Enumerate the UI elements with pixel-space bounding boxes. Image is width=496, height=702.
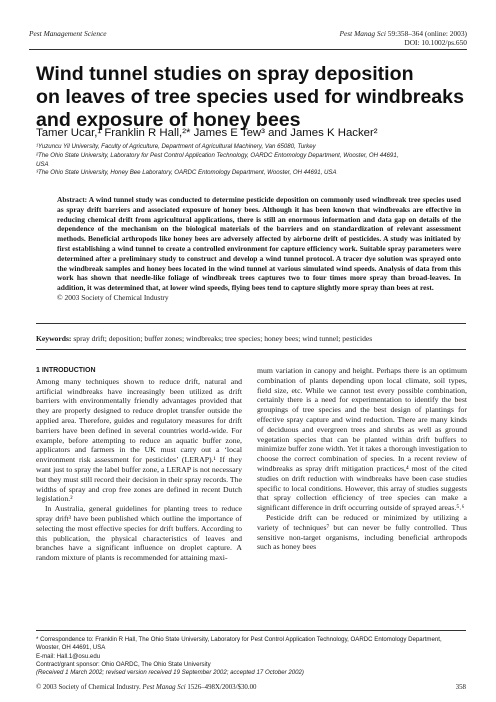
footnote-sponsor: Contract/grant sponsor: Ohio OARDC, The Ohio State University	[36, 660, 211, 668]
section-heading: 1 INTRODUCTION	[36, 367, 96, 374]
footnote-email: E-mail: Hall.1@osu.edu	[36, 652, 101, 660]
keywords-rule-bottom	[36, 349, 466, 350]
footer-journal: Pest Manag Sci	[142, 684, 186, 691]
keywords-list: spray drift; deposition; buffer zones; windbreaks; tree species; honey bees; wind tunnel; pesticides	[71, 334, 373, 343]
title-line: on leaves of tree species used for windbreaks	[36, 86, 464, 108]
paragraph: Pesticide drift can be reduced or minimized by utilizing a variety of techniques⁷ but can never be fully controlled. Thus sensitive non-target organisms, including beneficial arthropods such as honey bees	[257, 512, 467, 552]
affiliation: USA	[36, 160, 49, 168]
paragraph: In Australia, general guidelines for planting trees to reduce spray drift³ have been published which outline the importance of selecting the most effective species for drift buffers. According to this publication, the physical characteristics of leaves and branches have a significant influence on droplet capture. A random mixture of plants is recommended for attaining maxi-	[36, 504, 242, 563]
right-column	[257, 366, 467, 552]
footer-issn: 1526–498X/2003/$30.00	[185, 684, 257, 691]
journal-name: Pest Management Science	[29, 29, 107, 38]
article-title	[36, 63, 466, 132]
page-footer	[36, 684, 466, 691]
affiliation: ¹Yuzuncu Yil University, Faculty of Agriculture, Department of Agricultural Machinery, Van 65080, Turkey	[36, 143, 316, 150]
footnotes	[36, 636, 466, 677]
doi: DOI: 10.1002/ps.650	[404, 38, 467, 47]
citation-line	[340, 29, 467, 38]
paragraph: Among many techniques shown to reduce drift, natural and artificial windbreaks have increasingly been utilized as drift barriers with environmentally friendly advantages provided that they are properly designed to reduce droplet transfer outside the applied area. Therefore, guides and regulatory measures for drift barriers have been defined in several countries world-wide. For example, before attempting to reduce an aquatic buffer zone, applicators and farmers in the UK must carry out a ‘local environment risk assessment for pesticides’ (LERAP).¹ If they want just to spray the label buffer zone, a LERAP is not necessary but they must still record their decision in their spray records. The widths of spray and crop free zones are defined in recent Dutch legislation.²	[36, 376, 242, 504]
citation-volume: 59:358–364 (online: 2003)	[385, 29, 467, 38]
keywords-label: Keywords:	[36, 334, 72, 343]
keywords	[36, 334, 466, 343]
affiliation: ³The Ohio State University, Honey Bee Laboratory, OARDC Entomology Department, Wooster, OH 44691, USA	[36, 169, 337, 176]
paragraph: mum variation in canopy and height. Perhaps there is an optimum combination of plants depending upon local climate, soil types, field size, etc. While we cannot test every possible combination, certainly there is a need for experimentation to identify the best groupings of tree species and the best design of plantings for effective spray capture and wind reduction. There are many kinds of deciduous and evergreen trees and shrubs as well as ground vegetation species that can be planted within drift buffers to minimize buffer zone width. Yet it takes a thorough investigation to choose the correct combination of species. In a recent review of windbreaks as spray drift mitigation practices,⁴ most of the cited studies on drift reduction with windbreaks have been case studies specific to local conditions. However, this array of studies suggests that spray collection efficiency of tree species can make a significant difference in drift occurring outside of sprayed areas.⁵˒⁶	[257, 366, 467, 513]
author-list: Tamer Ucar,¹ Franklin R Hall,²* James E Tew³ and James K Hacker²	[36, 127, 378, 139]
keywords-rule-top	[36, 323, 466, 324]
abstract-copyright: © 2003 Society of Chemical Industry	[57, 292, 169, 302]
affiliation: ²The Ohio State University, Laboratory for Pest Control Application Technology, OARDC Entomology Department, Wooster, OH 44691,	[36, 152, 399, 159]
footnote-received: (Received 1 March 2002; revised version received 19 September 2002; accepted 17 October 2002)	[36, 669, 304, 677]
title-line: and exposure of honey bees	[36, 109, 301, 131]
title-line: Wind tunnel studies on spray deposition	[36, 63, 414, 85]
abstract	[57, 195, 461, 303]
footnote-rule	[36, 630, 466, 631]
citation-block	[340, 29, 467, 47]
footer-copyright: © 2003 Society of Chemical Industry.	[36, 684, 143, 691]
citation-journal: Pest Manag Sci	[339, 29, 386, 38]
footnote-correspondence: * Correspondence to: Franklin R Hall, The Ohio State University, Laboratory for Pest Control Application Technology, OARDC Entomology Department, Wooster, OH 44691, USA	[36, 636, 442, 652]
left-column	[36, 366, 242, 563]
page-number: 358	[455, 684, 466, 691]
header-rule	[29, 49, 467, 50]
abstract-text: Abstract: A wind tunnel study was conducted to determine pesticide deposition on commonly used windbreak tree species used as spray drift barriers and associated exposure of honey bees. Although it has been known that windbreaks are effective in reducing chemical drift from agricultural applications, there is still an enormous information and data gap on details of the dependence of the mechanism on the biological materials of the barriers and on standardization of relevant assessment methods. Beneficial arthropods like honey bees are adversely affected by airborne drift of pesticides. A study was initiated by first establishing a wind tunnel to create a controlled environment for capture efficiency work. Suitable spray parameters were determined after a preliminary study to construct and develop a wind tunnel protocol. A tracer dye solution was sprayed onto the windbreak samples and honey bees located in the wind tunnel at various simulated wind speeds. Analysis of data from this work has shown that needle-like foliage of windbreak trees captures two to four times more spray than broad-leaves. In addition, it was determined that, at lower wind speeds, flying bees tend to capture slightly more spray than bees at rest.	[57, 195, 461, 293]
